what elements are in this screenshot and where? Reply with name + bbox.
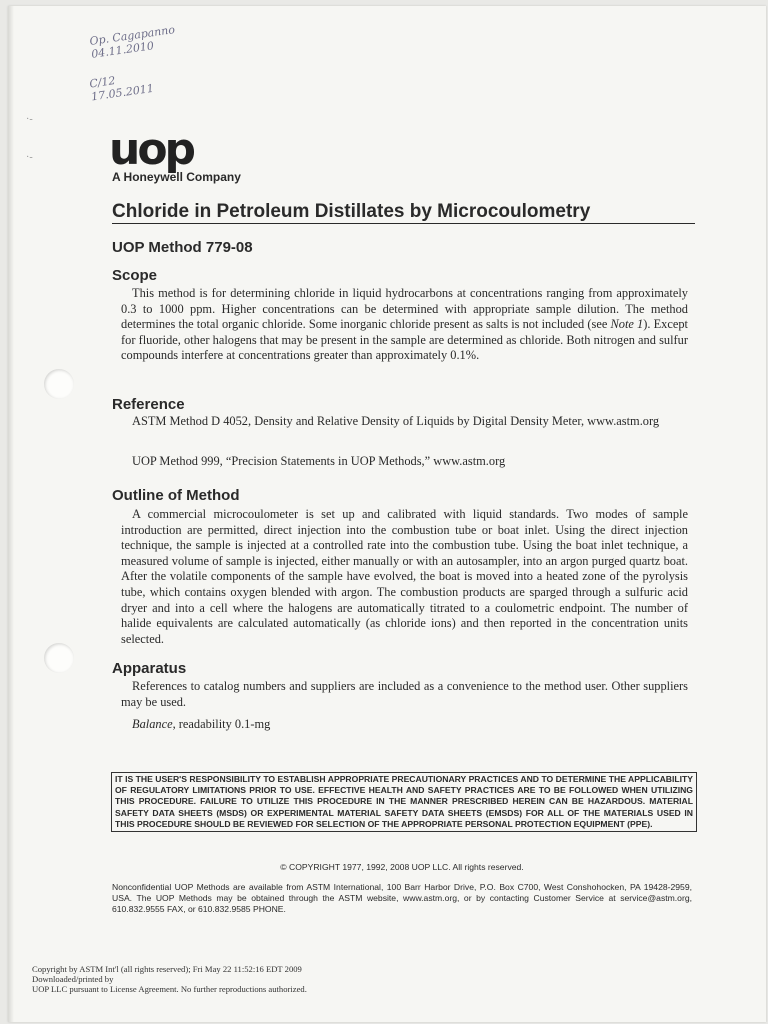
method-number: UOP Method 779-08 xyxy=(112,239,253,256)
copyright-line: © COPYRIGHT 1977, 1992, 2008 UOP LLC. All rights reserved. xyxy=(280,862,524,872)
handwritten-note: C/12 17.05.2011 xyxy=(88,74,155,104)
document-title: Chloride in Petroleum Distillates by Microcoulometry xyxy=(112,201,695,224)
safety-warning-box: IT IS THE USER'S RESPONSIBILITY TO ESTABLISH APPROPRIATE PRECAUTIONARY PRACTICES AND TO DETERMINE THE APPLICABILITY OF REGULATORY LIMITATIONS PRIOR TO USE. EFFECTIVE HEALTH AND SAFETY PRACTICES ARE TO BE FOLLOWED WHEN UTILIZING THIS PROCEDURE. FAILURE TO UTILIZE THIS PROCEDURE IN THE MANNER PRESCRIBED HEREIN CAN BE HAZARDOUS. MATERIAL SAFETY DATA SHEETS (MSDS) OR EXPERIMENTAL MATERIAL SAFETY DATA SHEETS (EMSDS) FOR ALL OF THE MATERIALS USED IN THIS PROCEDURE SHOULD BE REVIEWED FOR SELECTION OF THE APPROPRIATE PERSONAL PROTECTION EQUIPMENT (PPE). xyxy=(111,772,697,832)
footer-line: Copyright by ASTM Int'l (all rights reserved); Fri May 22 11:52:16 EDT 2009 xyxy=(32,964,302,974)
apparatus-item: Balance, readability 0.1-mg xyxy=(132,717,271,731)
uop-logo: uop xyxy=(109,124,194,175)
reference-item: UOP Method 999, “Precision Statements in UOP Methods,” www.astm.org xyxy=(132,454,506,468)
outline-heading: Outline of Method xyxy=(112,487,240,504)
reference-item: ASTM Method D 4052, Density and Relative Density of Liquids by Digital Density Meter, www.astm.org xyxy=(132,414,660,428)
scan-mark: ·- xyxy=(26,114,33,125)
apparatus-item-name: Balance xyxy=(132,717,173,731)
reference-heading: Reference xyxy=(112,396,185,413)
punch-hole-top xyxy=(44,369,74,399)
scan-edge xyxy=(8,6,14,1022)
scope-heading: Scope xyxy=(112,267,158,284)
footer-line: UOP LLC pursuant to License Agreement. No further reproductions authorized. xyxy=(32,984,307,994)
document-page xyxy=(8,6,766,1022)
download-footer xyxy=(32,964,452,994)
note-ref: Note 1 xyxy=(610,317,644,332)
scope-text: This method is for determining chloride in liquid hydrocarbons at concentrations ranging from approximately 0.3 to 1000 ppm. Higher concentrations can be determined with appropriate sample dilution. The method determines the total organic chloride. Some inorganic chloride present as salts is not included (see Note 1). Except for fluoride, other halogens that may be present in the sample are determined as chloride. Both nitrogen and sulfur compounds interfere at concentrations greater than approximately 0.1%. xyxy=(121,286,688,363)
availability-notice: Nonconfidential UOP Methods are available from ASTM International, 100 Barr Harbor Drive, P.O. Box C700, West Conshohocken, PA 19428-2959, USA. The UOP Methods may be obtained through the ASTM website, www.astm.org, or by contacting Customer Service at service@astm.org, 610.832.9555 FAX, or 610.832.9585 PHONE. xyxy=(112,882,692,914)
apparatus-text: References to catalog numbers and suppliers are included as a convenience to the method user. Other suppliers may be used. xyxy=(121,679,688,709)
punch-hole-bottom xyxy=(44,643,74,673)
scan-mark: ·- xyxy=(26,152,33,163)
apparatus-heading: Apparatus xyxy=(112,660,187,677)
handwritten-note: Op. Cagapanno 04.11.2010 xyxy=(88,23,176,61)
footer-line: Downloaded/printed by xyxy=(32,974,114,984)
logo-tagline: A Honeywell Company xyxy=(112,170,241,184)
outline-text: A commercial microcoulometer is set up and calibrated with liquid standards. Two modes of sample introduction are permitted, direct injection into the combustion tube or boat inlet. Using the direct injection technique, the sample is injected at a controlled rate into the combustion tube. Using the boat inlet technique, a measured volume of sample is injected, either manually or with an autosampler, into an argon purged quartz boat. After the volatile components of the sample have evolved, the boat is moved into a heated zone of the pyrolysis tube, which contains oxygen blended with argon. The combustion products are sparged through a sulfuric acid dryer and into a cell where the halogens are automatically titrated to a coulometric endpoint. The number of halide equivalents are calculated automatically (as chloride ions) and then reported in the concentration units selected. xyxy=(121,507,688,646)
